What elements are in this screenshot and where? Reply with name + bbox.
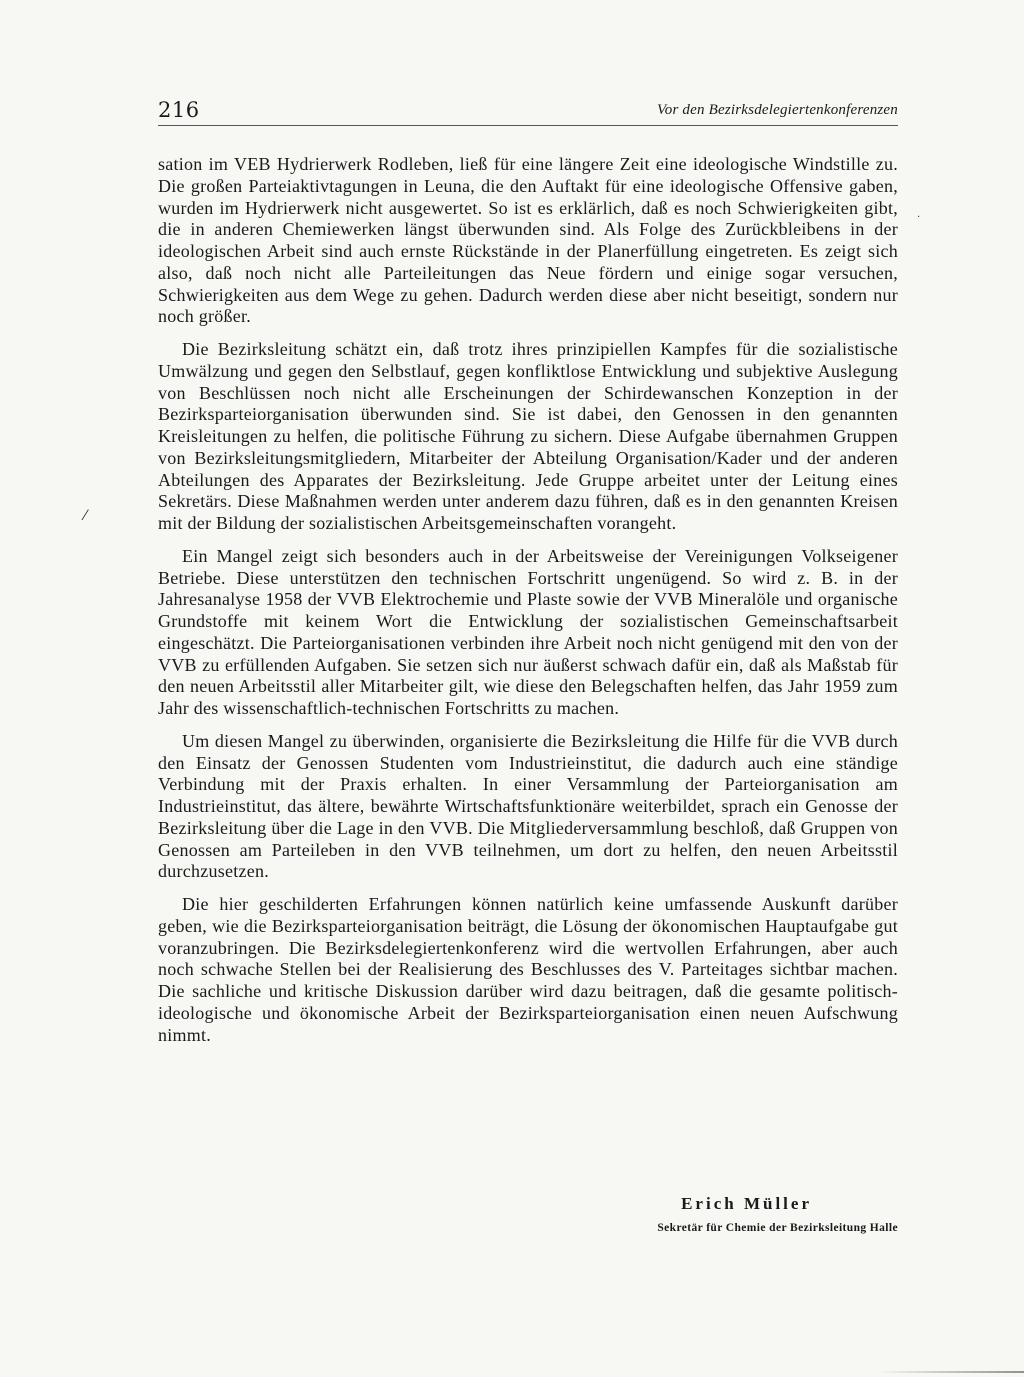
paragraph-1: sation im VEB Hydrierwerk Rodleben, ließ für eine längere Zeit eine ideologische Windstille zu. Die großen Parteiaktivtagungen in Leuna, die den Auftakt für eine ideologische Offensive gaben, wurden im Hydrierwerk nicht ausgewertet. So ist es erklärlich, daß es noch Schwierigkeiten gibt, die in anderen Chemiewerken längst überwunden sind. Als Folge des Zurückbleibens in der ideologischen Arbeit sind auch ernste Rückstände in der Planerfüllung eingetreten. Es zeigt sich also, daß noch nicht alle Parteileitungen das Neue fördern und einige sogar versuchen, Schwierigkeiten aus dem Wege zu gehen. Dadurch werden diese aber nicht beseitigt, sondern nur noch größer. (158, 154, 898, 327)
scan-smudge (876, 1371, 1024, 1373)
margin-pen-mark: ⁄ (84, 508, 87, 524)
page-number: 216 (158, 98, 200, 122)
paragraph-2: Die Bezirksleitung schätzt ein, daß trotz ihres prinzipiellen Kampfes für die sozialistische Umwälzung und gegen den Selbstlauf, gegen konfliktlose Entwicklung und subjektive Auslegung von Beschlüssen noch nicht alle Erscheinungen der Schirdewanschen Konzeption in der Bezirksparteiorganisation überwunden sind. Sie ist dabei, den Genossen in den genannten Kreisleitungen zu helfen, die politische Führung zu sichern. Diese Aufgabe übernahmen Gruppen von Bezirksleitungsmitgliedern, Mitarbeiter der Abteilung Organisation/Kader und der anderen Abteilungen des Apparates der Bezirksleitung. Jede Gruppe arbeitet unter der Leitung eines Sekretärs. Diese Maßnahmen werden unter anderem dazu führen, daß es in den genannten Kreisen mit der Bildung der sozialistischen Arbeitsgemeinschaften vorangeht. (158, 339, 898, 533)
article-body (158, 154, 898, 1057)
paragraph-3: Ein Mangel zeigt sich besonders auch in der Arbeitsweise der Vereinigungen Volkseigener Betriebe. Diese unterstützen den technischen Fortschritt ungenügend. So wird z. B. in der Jahresanalyse 1958 der VVB Elektrochemie und Plaste sowie der VVB Mineralöle und organische Grundstoffe mit keinem Wort die Entwicklung der sozialistischen Gemeinschaftsarbeit eingeschätzt. Die Parteiorganisationen verbinden ihre Arbeit noch nicht genügend mit den von der VVB zu erfüllenden Aufgaben. Sie setzen sich nur äußerst schwach dafür ein, daß als Maßstab für den neuen Arbeitsstil aller Mitarbeiter gilt, wie diese den Belegschaften helfen, das Jahr 1959 zum Jahr des wissenschaftlich-technischen Fortschritts zu machen. (158, 545, 898, 718)
margin-dot-mark: · (917, 212, 921, 223)
author-name: Erich Müller (681, 1194, 812, 1213)
running-head: Vor den Bezirksdelegiertenkonferenzen (657, 102, 898, 118)
header-rule (158, 125, 898, 126)
paragraph-4: Um diesen Mangel zu überwinden, organisierte die Bezirksleitung die Hilfe für die VVB durch den Einsatz der Genossen Studenten vom Industrieinstitut, die dadurch auch eine ständige Verbindung mit der Praxis erhalten. In einer Versammlung der Parteiorganisation am Industrieinstitut, das ältere, bewährte Wirtschaftsfunktionäre weiterbildet, sprach ein Genosse der Bezirksleitung über die Lage in den VVB. Die Mitgliederversammlung beschloß, daß Gruppen von Genossen am Parteileben in den VVB teilnehmen, um dort zu helfen, den neuen Arbeitsstil durchzusetzen. (158, 730, 898, 882)
paragraph-5: Die hier geschilderten Erfahrungen können natürlich keine umfassende Auskunft darüber geben, wie die Bezirksparteiorganisation beiträgt, die Lösung der ökonomischen Hauptaufgabe gut voranzubringen. Die Bezirksdelegiertenkonferenz wird die wertvollen Erfahrungen, aber auch noch schwache Stellen bei der Realisierung des Beschlusses des V. Parteitages sichtbar machen. Die sachliche und kritische Diskussion darüber wird dazu beitragen, daß die gesamte politisch-ideologische und ökonomische Arbeit der Bezirksparteiorganisation einen neuen Aufschwung nimmt. (158, 894, 898, 1045)
page-header (158, 98, 898, 128)
author-title: Sekretär für Chemie der Bezirksleitung Halle (657, 1222, 898, 1234)
